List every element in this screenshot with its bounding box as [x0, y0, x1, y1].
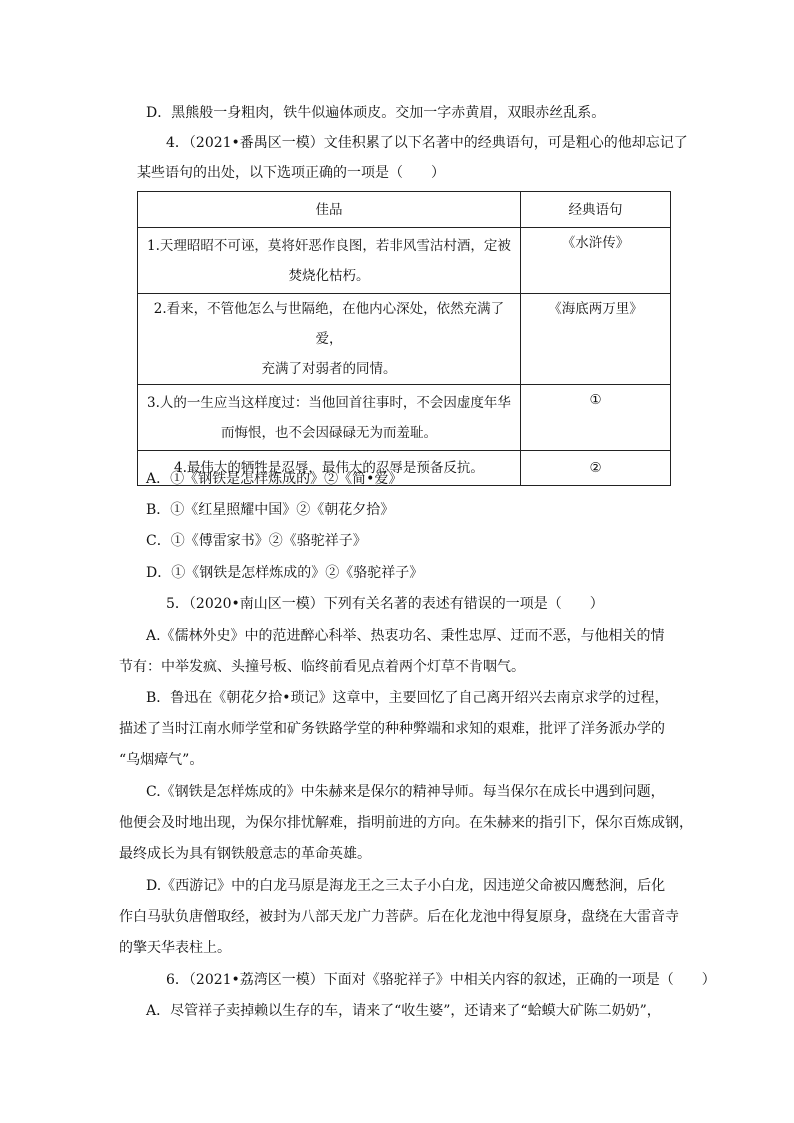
table-row	[138, 294, 671, 385]
source-cell: ②	[521, 451, 671, 486]
q4-option-a: A．①《钢铁是怎样炼成的》②《简•爱》	[146, 471, 403, 487]
source-cell: ①	[521, 385, 671, 451]
q5-option-a-line-2: 节有：中举发疯、头撞号板、临终前看见点着两个灯草不肯咽气。	[119, 659, 525, 675]
table-row	[138, 385, 671, 451]
table-header-row	[138, 192, 671, 228]
quote-line: 1.天理昭昭不可诬，莫将奸恶作良图，若非风雪沽村酒，定被	[147, 237, 511, 254]
q4-option-d: D．①《钢铁是怎样炼成的》②《骆驼祥子》	[146, 565, 424, 581]
works-table	[137, 191, 671, 486]
q4-stem-line-2: 某些语句的出处，以下选项正确的一项是（ ）	[137, 165, 445, 181]
q5-option-c-line-3: 最终成长为具有钢铁般意志的革命英雄。	[119, 846, 371, 862]
q6-stem: 6．（2021•荔湾区一模）下面对《骆驼祥子》中相关内容的叙述，正确的一项是（ ）	[166, 972, 716, 988]
q5-option-b-line-1: B．鲁迅在《朝花夕拾•琐记》这章中，主要回忆了自己离开绍兴去南京求学的过程，	[146, 690, 669, 706]
quote-line: 3.人的一生应当这样度过：当他回首往事时，不会因虚度年华	[147, 394, 511, 411]
table-header-works: 佳品	[138, 192, 521, 228]
quote-line: 焚烧化枯朽。	[288, 267, 370, 284]
q4-option-b: B．①《红星照耀中国》②《朝花夕拾》	[146, 502, 395, 518]
q3-option-d: D．黑熊般一身粗肉，铁牛似遍体顽皮。交加一字赤黄眉，双眼赤丝乱系。	[146, 105, 606, 121]
q5-option-c-line-1: C.《钢铁是怎样炼成的》中朱赫来是保尔的精神导师。每当保尔在成长中遇到问题，	[146, 784, 665, 800]
q5-stem: 5．（2020•南山区一模）下列有关名著的表述有错误的一项是（ ）	[166, 596, 604, 612]
quote-line: 4.最伟大的牺牲是忍辱，最伟大的忍辱是预备反抗。	[174, 460, 484, 476]
quote-line: 2.看来，不管他怎么与世隔绝，在他内心深处，依然充满了爱，	[153, 301, 505, 347]
quote-line: 充满了对弱者的同情。	[261, 361, 397, 377]
q5-option-d-line-2: 作白马驮负唐僧取经，被封为八部天龙广力菩萨。后在化龙池中得复原身，盘绕在大雷音寺	[119, 909, 679, 925]
q4-stem-line-1: 4．（2021•番禺区一模）文佳积累了以下名著中的经典语句，可是粗心的他却忘记了	[166, 135, 688, 151]
q5-option-b-line-3: “乌烟瘴气”。	[119, 752, 204, 768]
q4-option-c: C．①《傅雷家书》②《骆驼祥子》	[146, 533, 367, 549]
source-cell: 《海底两万里》	[521, 294, 671, 385]
table-row	[138, 228, 671, 294]
q6-option-a: A．尽管祥子卖掉赖以生存的车，请来了“收生婆”，还请来了“蛤蟆大矿陈二奶奶”，	[146, 1003, 661, 1019]
quote-cell	[138, 294, 521, 385]
quote-cell	[138, 385, 521, 451]
source-cell: 《水浒传》	[521, 228, 671, 294]
table-header-quotes: 经典语句	[521, 192, 671, 228]
quote-cell	[138, 228, 521, 294]
q5-option-d-line-3: 的擎天华表柱上。	[119, 940, 231, 956]
q5-option-d-line-1: D.《西游记》中的白龙马原是海龙王之三太子小白龙，因违逆父命被囚鹰愁涧，后化	[146, 878, 666, 894]
q5-option-a-line-1: A.《儒林外史》中的范进醉心科举、热衷功名、秉性忠厚、迂而不恶，与他相关的情	[146, 628, 665, 644]
q5-option-b-line-2: 描述了当时江南水师学堂和矿务铁路学堂的种种弊端和求知的艰难，批评了洋务派办学的	[119, 721, 665, 737]
q5-option-c-line-2: 他便会及时地出现，为保尔排忧解难，指明前进的方向。在朱赫来的指引下，保尔百炼成钢，	[119, 815, 693, 831]
quote-line: 而悔恨，也不会因碌碌无为而羞耻。	[221, 424, 437, 441]
